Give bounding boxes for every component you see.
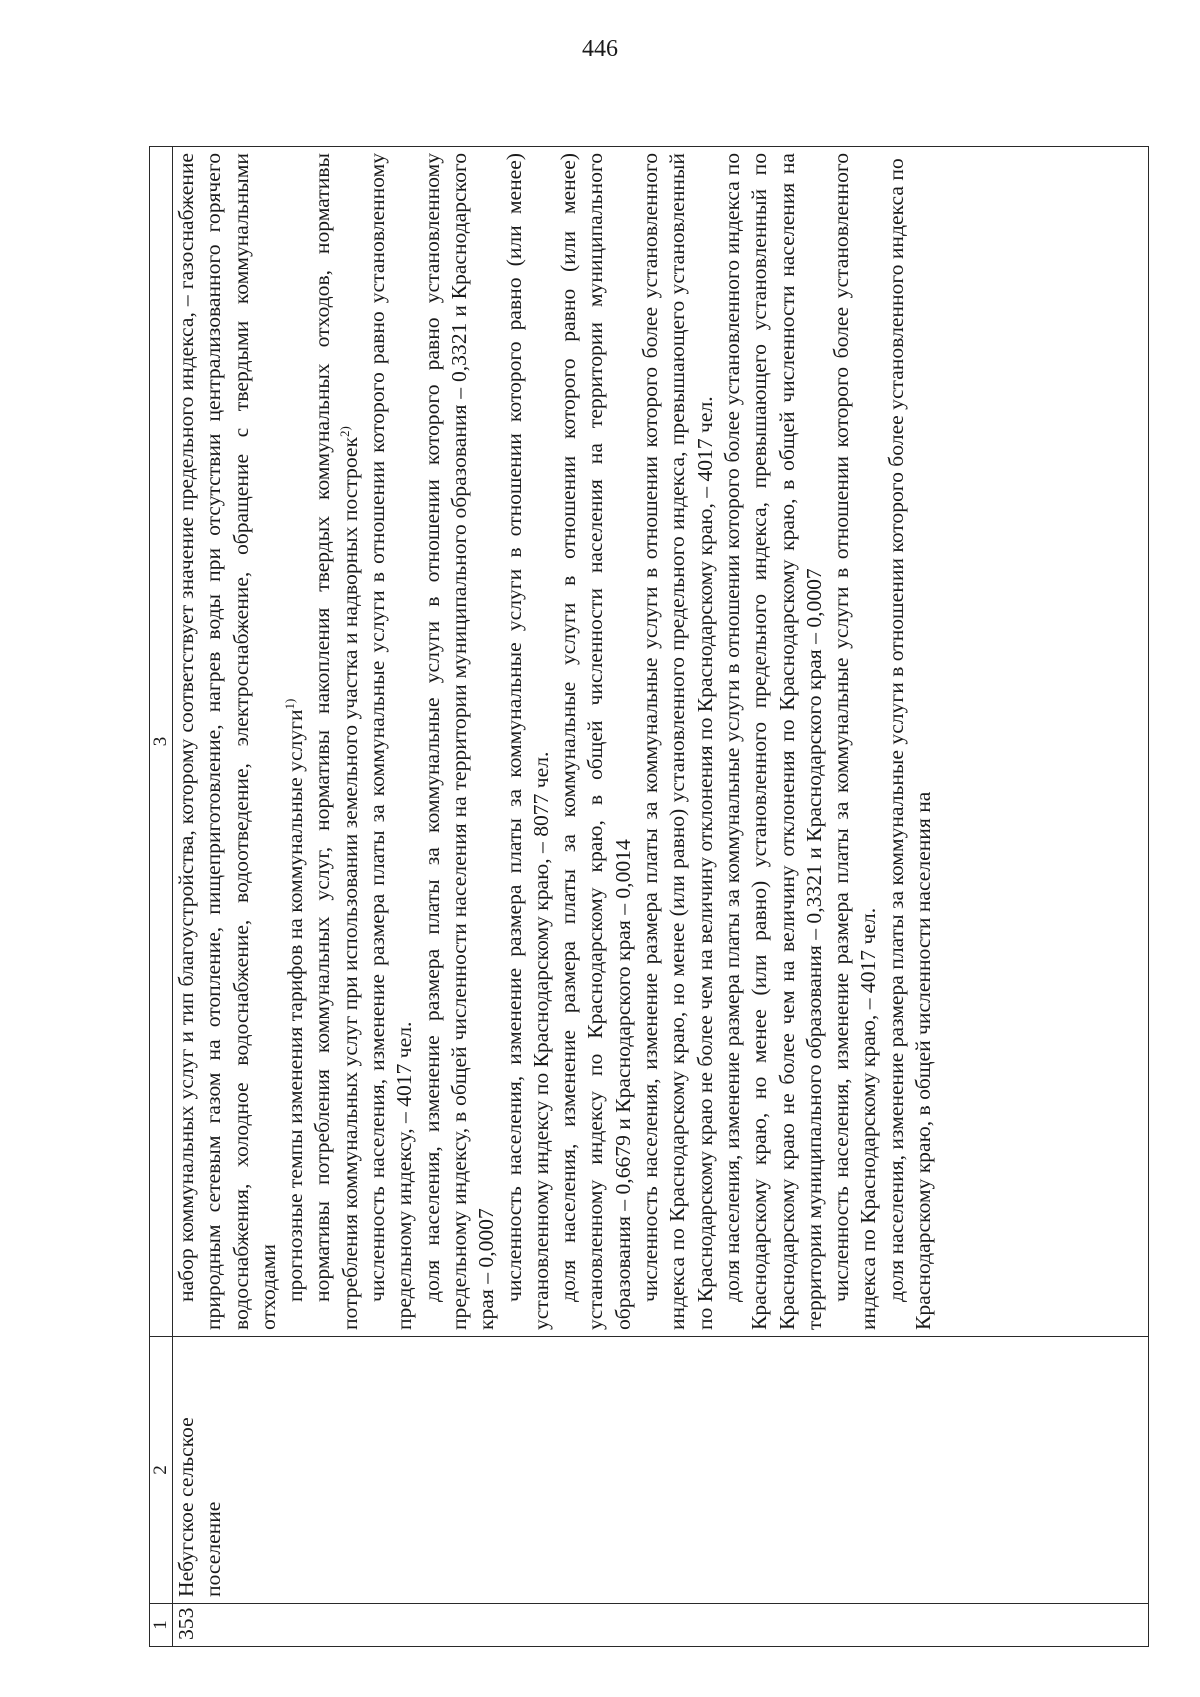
paragraph-population-above: численность населения, изменение размера платы за коммунальные услуги в отношении которого более установленного индекса по Краснодарскому краю, – 4017 чел.	[829, 153, 881, 1330]
paragraph-population-below: численность населения, изменение размера платы за коммунальные услуги в отношении которого равно (или менее) установленному индексу по Краснодарскому краю, – 8077 чел.	[501, 153, 553, 1330]
footnote-mark-1: 1)	[282, 698, 298, 710]
indicator-description	[173, 147, 1149, 1337]
paragraph-consumption-norms	[309, 153, 364, 1330]
paragraph-share-equal: доля населения, изменение размера платы за коммунальные услуги в отношении которого равно установленному предельному индексу, в общей численности населения на территории муниципального образования – 0,3321 и Краснодарского края – 0,0007	[419, 153, 499, 1330]
paragraph-consumption-norms-text: нормативы потребления коммунальных услуг, нормативы накопления твердых коммунальных отходов, нормативы потребления коммунальных услуг при использовании земельного участка и надворных построек	[310, 153, 362, 1330]
table-row	[173, 147, 1149, 1647]
footnote-mark-2: 2)	[336, 426, 352, 437]
paragraph-population-between: численность населения, изменение размера платы за коммунальные услуги в отношении которого более установленного индекса по Краснодарскому краю, но менее (или равно) установленного предельного индекса, превышающего установленный по Краснодарскому краю не более чем на величину отклонения по Краснодарскому краю, – 4017 чел.	[638, 153, 717, 1330]
paragraph-population-equal: численность населения, изменение размера платы за коммунальные услуги в отношении которого равно установленному предельному индексу, – 4017 чел.	[365, 153, 417, 1330]
settlement-name: Небугское сельское поселение	[173, 1337, 1149, 1604]
page-number: 446	[582, 36, 618, 62]
paragraph-share-between: доля населения, изменение размера платы за коммунальные услуги в отношении которого более установленного индекса по Краснодарскому краю, но менее (или равно) установленного предельного индекса, превышающего установленный по Краснодарскому краю не более чем на величину отклонения по Краснодарскому краю, в общей численности населения на территории муниципального образования – 0,3321 и Краснодарского края – 0,0007	[719, 153, 826, 1330]
paragraph-share-above: доля населения, изменение размера платы за коммунальные услуги в отношении которого более установленного индекса по Краснодарскому краю, в общей численности населения на	[883, 158, 936, 1330]
column-header-3: 3	[150, 147, 173, 1337]
row-number: 353	[173, 1604, 1149, 1647]
paragraph-tariff-rates-text: прогнозные темпы изменения тарифов на коммунальные услуги	[283, 709, 308, 1302]
table-header-row	[150, 147, 173, 1647]
column-header-2: 2	[150, 1337, 173, 1604]
column-header-1: 1	[150, 1604, 173, 1647]
data-table	[149, 146, 1149, 1647]
rotated-table-sheet	[149, 147, 1149, 1647]
paragraph-service-set: набор коммунальных услуг и тип благоустройства, которому соответствует значение предельного индекса, – газоснабжение природным сетевым газом на отопление, пищеприготовление, нагрев воды при отсутствии централизованного горячего водоснабжения, холодное водоснабжение, водоотведение, электроснабжение, обращение с твердыми коммунальными отходами	[174, 153, 280, 1330]
paragraph-tariff-rates	[282, 153, 309, 1330]
paragraph-share-below: доля населения, изменение размера платы за коммунальные услуги в отношении которого равно (или менее) установленному индексу по Краснодарскому краю, в общей численности населения на территории муниципального образования – 0,6679 и Краснодарского края – 0,0014	[556, 153, 635, 1330]
